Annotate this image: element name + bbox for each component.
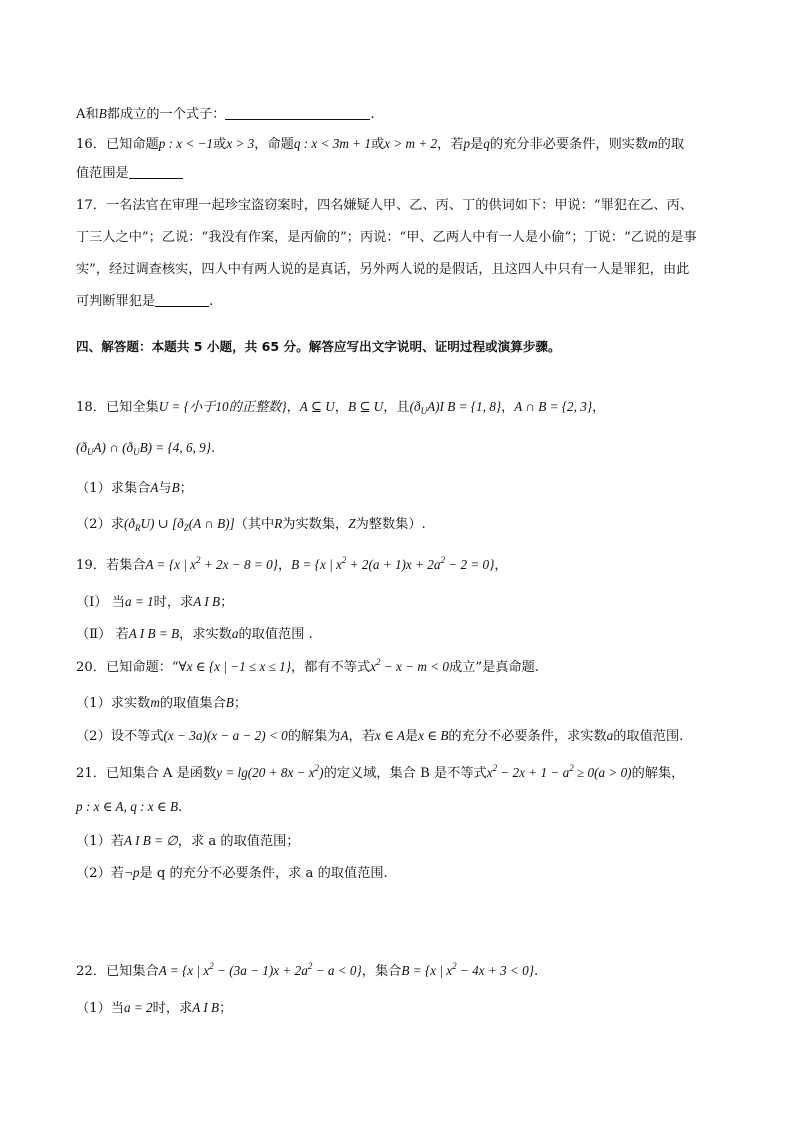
text: ， xyxy=(501,400,515,415)
q17-line2: 丁三人之中”；乙说：“我没有作案，是丙偷的”；丙说：“甲、乙两人中有一人是小偷”；丁说：“乙说的是事 xyxy=(76,230,697,245)
math: U = {小于10的正整数} xyxy=(158,399,287,414)
text: 16．已知命题 xyxy=(76,137,159,152)
text: ， xyxy=(286,400,300,415)
sup: 2 xyxy=(440,555,445,565)
text: （其中 xyxy=(234,517,275,532)
q21-part2 xyxy=(76,863,734,884)
text: ，集合 xyxy=(361,964,402,979)
math xyxy=(370,659,449,674)
answer-blank xyxy=(129,164,183,179)
math: q : x < 3m + 1 xyxy=(293,136,371,151)
text: 的充分非必要条件，则实数 xyxy=(489,137,649,152)
text: − 2 = 0} xyxy=(444,557,495,572)
q17-line3: 实”，经过调查核实，四人中有两人说的是真话，另外两人说的是假话，且这四人中只有一人是罪犯，由此 xyxy=(76,262,690,277)
text: （2）求 xyxy=(76,517,124,532)
text: + 2(a + 1)x + 2a xyxy=(346,557,441,572)
text: ，都有不等式 xyxy=(291,660,371,675)
text: . xyxy=(533,964,539,979)
sub: R xyxy=(134,523,141,533)
text: 18．已知全集 xyxy=(76,400,159,415)
sup: 2 xyxy=(196,555,201,565)
text: − 2x + 1 − a xyxy=(497,765,570,780)
text: ，且 xyxy=(383,400,410,415)
text: − 4x + 3 < 0} xyxy=(456,963,534,978)
text: x xyxy=(370,659,377,674)
answer-blank xyxy=(155,292,209,307)
math xyxy=(76,440,211,455)
text: . xyxy=(211,441,216,456)
text: 的取值集合 xyxy=(159,696,226,711)
text: B) = {4, 6, 9} xyxy=(139,440,212,455)
text: ，若 xyxy=(437,137,464,152)
text: ； xyxy=(220,595,234,610)
text: 是 xyxy=(470,137,484,152)
math xyxy=(216,765,323,780)
math: p xyxy=(463,136,471,151)
q15-tail-line xyxy=(76,104,734,125)
math: (x − 3a)(x − a − 2) < 0 xyxy=(163,728,288,743)
text: 为实数集， xyxy=(282,517,349,532)
text: 21．已知集合 A 是函数 xyxy=(76,766,217,781)
text: B = {x | x xyxy=(291,557,342,572)
text: ≥ 0(a > 0) xyxy=(573,765,632,780)
text: ， xyxy=(494,558,508,573)
text: ) xyxy=(319,765,324,780)
math: x ∈ B xyxy=(418,728,449,743)
sub: U xyxy=(420,406,428,416)
q19-part1 xyxy=(76,592,734,613)
q18-line1 xyxy=(76,397,734,418)
math: x > 3 xyxy=(226,136,255,151)
text: ； xyxy=(219,1001,233,1016)
text: 都成立的一个式子： xyxy=(106,107,226,122)
text: . xyxy=(370,107,375,122)
text: 的解集为 xyxy=(287,729,341,744)
math: a = 2 xyxy=(123,1000,153,1015)
math: Z xyxy=(348,516,356,531)
sup: 2 xyxy=(307,961,313,971)
math: A ⊆ U xyxy=(299,399,335,414)
sup: 2 xyxy=(341,555,347,565)
text: 或 xyxy=(213,137,227,152)
sub: U xyxy=(87,447,94,457)
text: 值范围是 xyxy=(76,166,129,181)
text: （1）求集合 xyxy=(76,481,151,496)
text: (A ∩ B)] xyxy=(188,516,235,531)
text: 时，求 xyxy=(152,1001,193,1016)
math: A I B = B xyxy=(128,626,180,641)
sup: 2 xyxy=(376,657,381,667)
text: （Ⅱ） 若 xyxy=(76,627,129,642)
math: A I B = ∅ xyxy=(123,833,178,848)
section-heading: 四、解答题：本题共 5 小题，共 65 分。解答应写出文字说明、证明过程或演算步骤。 xyxy=(76,339,561,354)
text: B = {x | x xyxy=(401,963,453,978)
sup: 2 xyxy=(569,763,574,773)
text: 22．已知集合 xyxy=(76,964,159,979)
text: 是 xyxy=(404,729,419,744)
math xyxy=(159,963,362,978)
text: （1）当 xyxy=(76,1001,124,1016)
text: （1）若 xyxy=(76,834,124,849)
math: R xyxy=(274,516,283,531)
text: 是 q 的充分不必要条件，求 a 的取值范围. xyxy=(139,866,388,881)
text: A)I B = {1, 8} xyxy=(427,399,502,414)
text: . xyxy=(178,800,183,815)
text: 的取 xyxy=(657,137,685,152)
math: a xyxy=(606,728,614,743)
sub: U xyxy=(133,447,140,457)
text: − a < 0} xyxy=(312,963,362,978)
q22-part1 xyxy=(76,998,734,1019)
text: y = lg(20 + 8x − x xyxy=(216,765,315,780)
q21-line1 xyxy=(76,763,734,784)
text: A = {x | x xyxy=(145,557,197,572)
math xyxy=(124,516,235,531)
text: （Ⅰ） 当 xyxy=(76,595,125,610)
math: B xyxy=(171,480,180,495)
q17-line1: 17．一名法官在审理一起珍宝盗窃案时，四名嫌疑人甲、乙、丙、丁的供词如下：甲说：“罪犯在乙、丙、 xyxy=(76,198,693,213)
math xyxy=(410,399,502,414)
text: 的取值范围. xyxy=(613,729,684,744)
text: ，命题 xyxy=(254,137,294,152)
text: . xyxy=(209,294,214,309)
text: 与 xyxy=(158,481,172,496)
text: ，求实数 xyxy=(179,627,232,642)
text: A = {x | x xyxy=(158,963,210,978)
answer-blank xyxy=(225,105,370,120)
text: ， xyxy=(592,400,606,415)
math: x > m + 2 xyxy=(384,136,438,151)
q17-line4 xyxy=(76,292,734,312)
text: 可判断罪犯是 xyxy=(76,294,156,309)
text: (ð xyxy=(409,399,421,414)
math: m xyxy=(150,695,160,710)
math: A I B xyxy=(192,1000,220,1015)
math: ¬p xyxy=(123,865,140,880)
text: 的充分不必要条件，求实数 xyxy=(448,729,607,744)
q21-line2 xyxy=(76,797,734,818)
math: q xyxy=(483,136,490,151)
text: (ð xyxy=(76,440,87,455)
text: − (3a − 1)x + 2a xyxy=(213,963,308,978)
text: （2）设不等式 xyxy=(76,729,164,744)
text: − x − m < 0 xyxy=(380,659,449,674)
math: B ⊆ U xyxy=(347,399,384,414)
text: 的取值范围 . xyxy=(238,627,313,642)
math xyxy=(487,765,632,780)
text: ，求 a 的取值范围； xyxy=(177,834,300,849)
text: ，若 xyxy=(348,729,375,744)
text: 时，求 xyxy=(153,595,194,610)
text: ， xyxy=(334,400,348,415)
math xyxy=(401,963,534,978)
sup: 2 xyxy=(452,961,457,971)
text: U) ∪ [ð xyxy=(140,516,184,531)
text: (ð xyxy=(123,516,135,531)
sup: 2 xyxy=(209,961,214,971)
q18-part1 xyxy=(76,478,734,499)
math: A ∩ B = {2, 3} xyxy=(514,399,593,414)
q16-line1 xyxy=(76,134,734,155)
text: A) ∩ (ð xyxy=(93,440,134,455)
math: a = 1 xyxy=(124,594,154,609)
math xyxy=(291,557,494,572)
text: + 2x − 8 = 0} xyxy=(200,557,278,572)
text: ； xyxy=(233,696,248,711)
sup: 2 xyxy=(492,763,498,773)
q16-line2 xyxy=(76,164,734,184)
math: m xyxy=(648,136,658,151)
math: ∀x ∈ {x | −1 ≤ x ≤ 1} xyxy=(178,659,292,674)
text: 的解集， xyxy=(631,766,685,781)
sub: Z xyxy=(183,523,189,533)
math: B xyxy=(225,695,234,710)
text: 19．若集合 xyxy=(76,558,146,573)
text: （1）求实数 xyxy=(76,696,151,711)
math: p : x < −1 xyxy=(158,136,214,151)
math: p : x ∈ A, q : x ∈ B xyxy=(76,799,179,814)
q21-part1 xyxy=(76,831,734,852)
text: 的定义域，集合 B 是不等式 xyxy=(323,766,487,781)
math xyxy=(146,557,278,572)
text: 为整数集）. xyxy=(355,517,426,532)
sup: 2 xyxy=(314,763,320,773)
math: A xyxy=(150,480,159,495)
q20-part2 xyxy=(76,726,734,747)
text: （2）若 xyxy=(76,866,124,881)
text: ； xyxy=(179,481,193,496)
q18-line2 xyxy=(76,438,734,459)
math: A xyxy=(340,728,349,743)
q18-part2 xyxy=(76,514,734,535)
q20-part1 xyxy=(76,693,734,714)
math: a xyxy=(231,626,239,641)
text: 成立”是真命题. xyxy=(448,660,540,675)
q19-line1 xyxy=(76,555,734,576)
math: x ∈ A xyxy=(374,728,405,743)
text: A和 xyxy=(76,107,99,122)
text: ， xyxy=(277,558,292,573)
q22-line1 xyxy=(76,961,734,982)
text: x xyxy=(486,765,493,780)
math-B: B xyxy=(98,106,107,121)
q20-line1 xyxy=(76,657,734,678)
text: 或 xyxy=(370,137,385,152)
math: A I B xyxy=(193,594,221,609)
q19-part2 xyxy=(76,624,734,645)
text: 20．已知命题：“ xyxy=(76,660,179,675)
